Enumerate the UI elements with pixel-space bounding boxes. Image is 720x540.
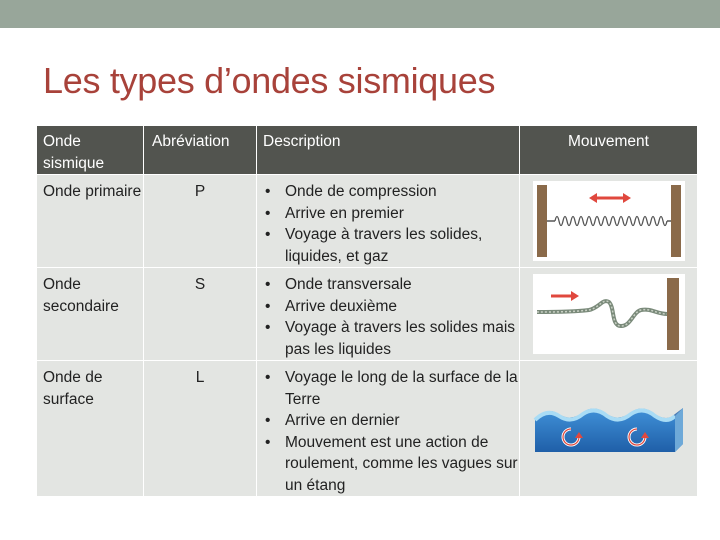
wave-name: Onde de surface — [37, 361, 144, 497]
wave-movement — [520, 361, 698, 497]
wave-abbreviation: S — [144, 268, 257, 361]
table-row — [37, 268, 698, 361]
transverse-rope-icon — [533, 274, 685, 354]
table-row — [37, 175, 698, 268]
description-bullet: • Onde de compression — [285, 181, 519, 203]
table-header-row — [37, 126, 698, 175]
table-row — [37, 361, 698, 497]
wave-name: Onde secondaire — [37, 268, 144, 361]
header-description: Description — [257, 126, 520, 175]
wave-abbreviation: P — [144, 175, 257, 268]
wave-movement — [520, 175, 698, 268]
header-wave: Onde sismique — [37, 126, 144, 175]
top-band — [0, 0, 720, 28]
header-abbreviation: Abréviation — [144, 126, 257, 175]
description-bullet: • Voyage à travers les solides mais pas les liquides — [285, 317, 519, 360]
wave-description — [257, 175, 520, 268]
wave-abbreviation: L — [144, 361, 257, 497]
description-bullet: • Arrive en premier — [285, 203, 519, 225]
header-movement: Mouvement — [520, 126, 698, 175]
surface-wave-icon — [533, 400, 685, 458]
slide-title: Les types d’ondes sismiques — [43, 60, 496, 101]
description-bullet: • Mouvement est une action de roulement, comme les vagues sur un étang — [285, 432, 519, 497]
description-bullet: • Voyage à travers les solides, liquides, et gaz — [285, 224, 519, 267]
wave-description — [257, 361, 520, 497]
description-bullet: • Onde transversale — [285, 274, 519, 296]
compression-spring-icon — [533, 181, 685, 261]
seismic-waves-table — [36, 125, 698, 497]
wave-name: Onde primaire — [37, 175, 144, 268]
wave-movement — [520, 268, 698, 361]
description-bullet: • Arrive deuxième — [285, 296, 519, 318]
description-bullet: • Arrive en dernier — [285, 410, 519, 432]
wave-description — [257, 268, 520, 361]
description-bullet: • Voyage le long de la surface de la Terre — [285, 367, 519, 410]
